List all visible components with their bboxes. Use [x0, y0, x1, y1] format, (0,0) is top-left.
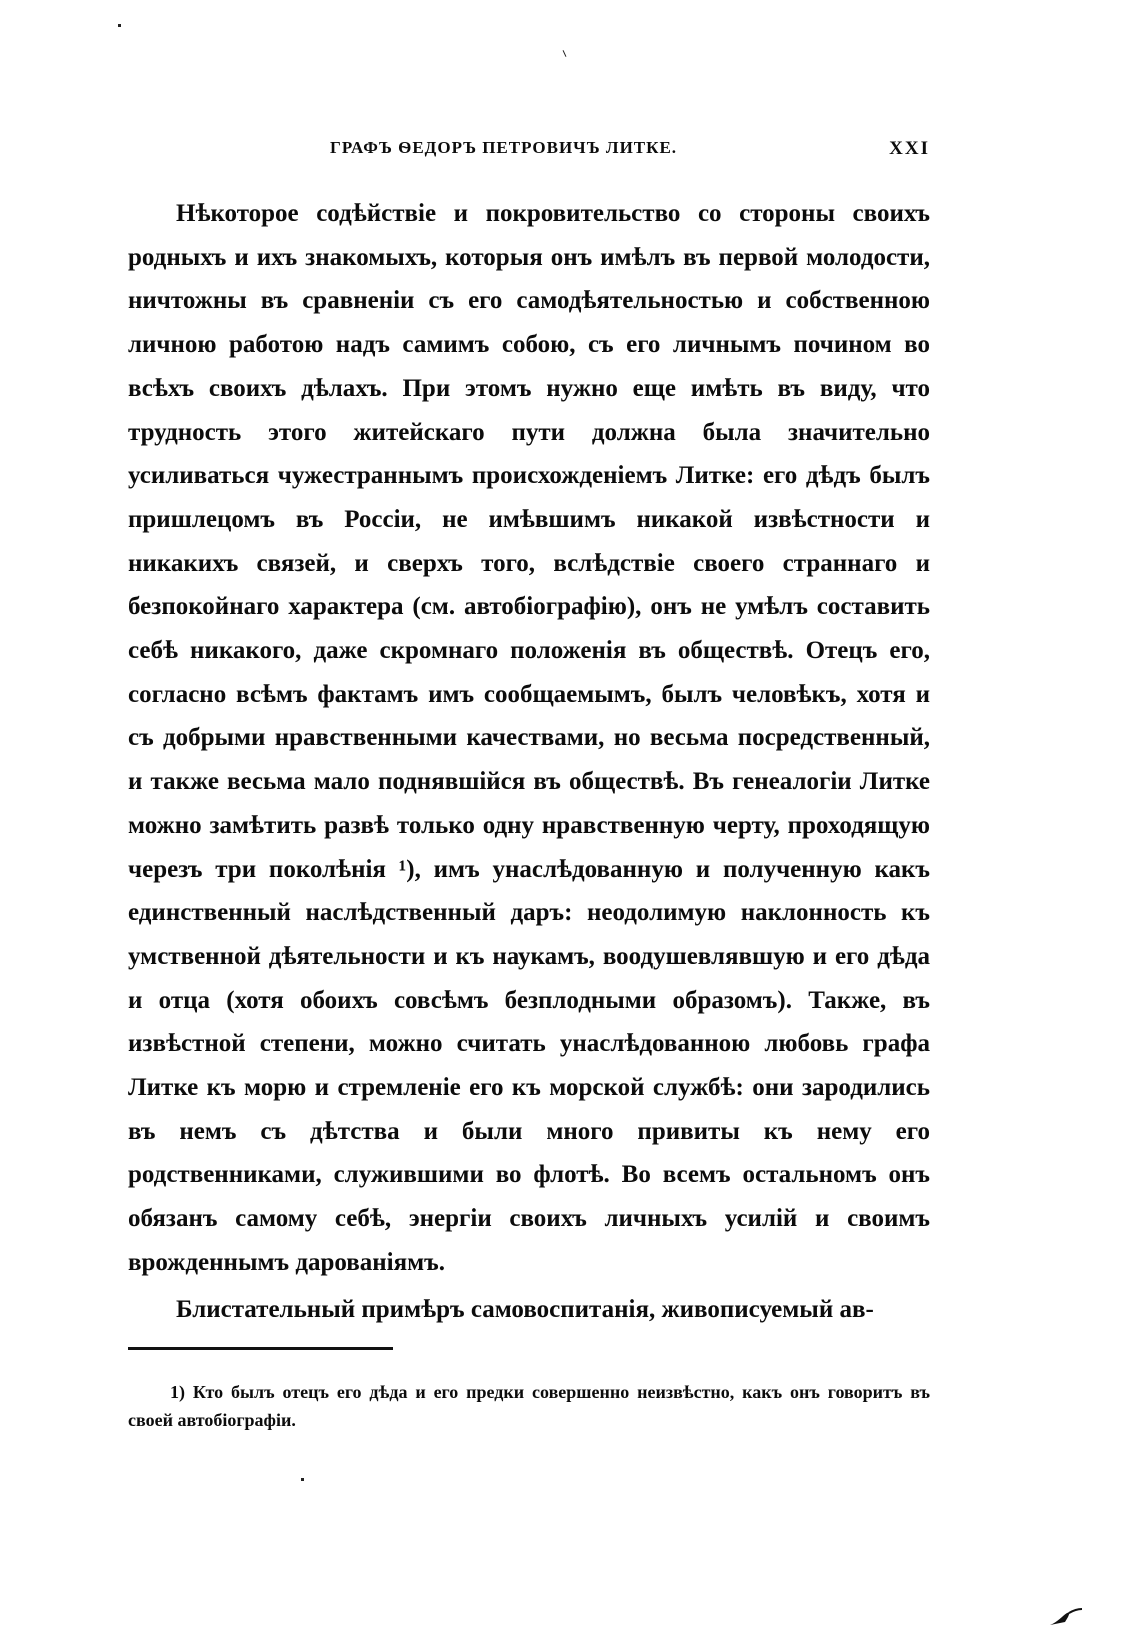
footnote: 1) Кто былъ отецъ его дѣда и его предки совершенно неизвѣстно, какъ онъ говоритъ въ своей автобіографіи.	[128, 1382, 930, 1430]
scan-speck	[118, 24, 121, 27]
running-title: ГРАФЪ ѲЕДОРЪ ПЕТРОВИЧЪ ЛИТКЕ.	[330, 138, 678, 157]
paragraph: Нѣкоторое содѣйствіе и покровительство со стороны своихъ родныхъ и ихъ знакомыхъ, которыя онъ имѣлъ въ первой молодости, ничтожны въ сравненіи съ его самодѣятельностью и собственною личною работою надъ самимъ собою, съ его личнымъ почином во всѣхъ своихъ дѣлахъ. При этомъ нужно еще имѣть въ виду, что трудность этого житейскаго пути должна была значительно усиливаться чужестраннымъ происхожденіемъ Литке: его дѣдъ былъ пришлецомъ въ Россіи, не имѣвшимъ никакой извѣстности и никакихъ связей, и сверхъ того, вслѣдствіе своего страннаго и безпокойнаго характера (см. автобіографію), онъ не умѣлъ составить себѣ никакого, даже скромнаго положенія въ обществѣ. Отецъ его, согласно всѣмъ фактамъ имъ сообщаемымъ, былъ человѣкъ, хотя и съ добрыми нравственными качествами, но весьма посредственный, и также весьма мало поднявшійся въ обществѣ. Въ генеалогіи Литке можно замѣтить развѣ только одну нравственную черту, проходящую черезъ три поколѣнія ¹), имъ унаслѣдованную и полученную какъ единственный наслѣдственный даръ: неодолимую наклонность къ умственной дѣятельности и къ наукамъ, воодушевлявшую и его дѣда и отца (хотя обоихъ совсѣмъ безплодными образомъ). Также, въ извѣстной степени, можно считать унаслѣдованною любовь графа Литке къ морю и стремленіе его къ морской службѣ: они зародились въ немъ съ дѣтства и были много привиты къ нему его родственниками, служившими во флотѣ. Во всемъ остальномъ онъ обязанъ самому себѣ, энергіи своихъ личныхъ усилій и своимъ врожденнымъ дарованіямъ.	[128, 200, 930, 1276]
page-header	[126, 132, 930, 164]
scan-speck	[563, 50, 567, 57]
ink-mark-icon	[1049, 1608, 1083, 1626]
scan-speck	[301, 1478, 304, 1481]
paragraph: Блистательный примѣръ самовоспитанія, живописуемый ав-	[176, 1295, 874, 1323]
main-text	[128, 192, 930, 1331]
footnote-divider	[128, 1347, 393, 1350]
page-number: XXI	[889, 138, 930, 159]
